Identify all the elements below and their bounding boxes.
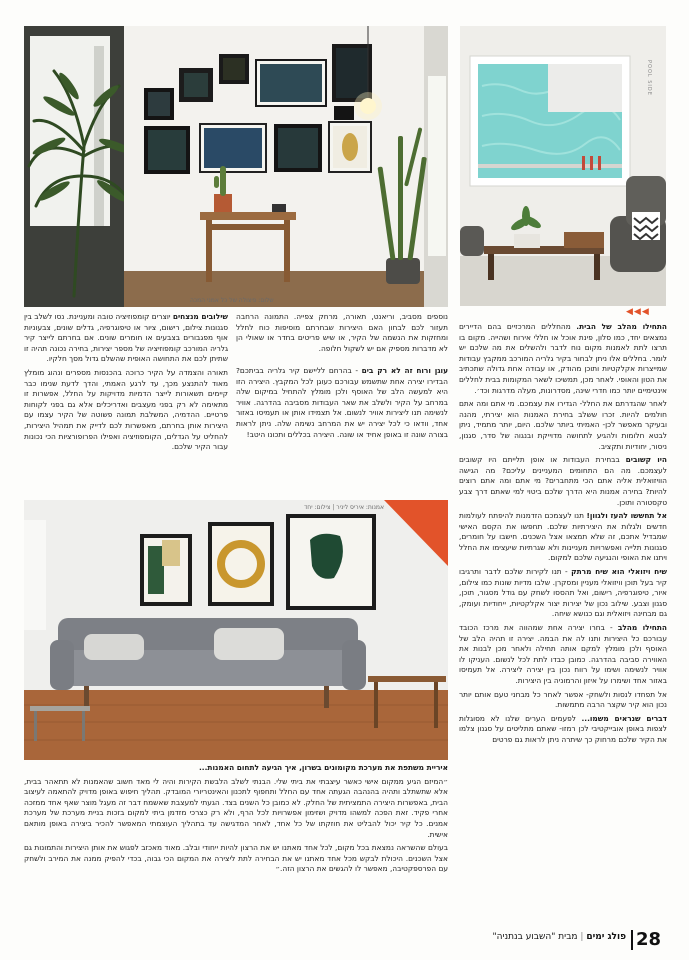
right-column-text	[459, 322, 667, 920]
middle-right-text	[236, 366, 448, 480]
sofa-art-illustration	[24, 500, 448, 760]
paragraph-m0: נוספים מסביב, וריאנט, תאורה, מרחק צפייה. התמונה הרחבה תעזור לכם לבחון האם היצירות שבחרתם מוסיפות כוח לחלל ומחזקות את הנשמה של הקיר, או שיש פריטים בחדר או שאולי הן לא מדברות מספיק אם יש לשקול חלופה.	[236, 312, 448, 353]
middle-left-text	[24, 312, 228, 490]
heading-start-heart: התחילו מהלב של הבית.	[576, 322, 667, 331]
heading-start-from-heart: התחילו מהלב	[617, 623, 667, 633]
paragraph-1: מהחללים המרכזיים בהם הדיירים נמצאים יחד, כמו סלון, פינת אוכל או חללי אירוח ושהייה. מקום בו תרצו לתת לאמנות מקום נוח לדבר ולהשלים את מה שלכם יש לומר. בחללים אלו ניתן לבחור בקיר גלריה המורכב ממקבץ עבודות שמייצרות אקלקטיות ותוכן מהודק, או עבודה אחת גדולה שתכתיב את הטון והאופי. לאחר מכן, תמשיכו לשאר המקומות בבית לחללים אינטימיים יותר כמו חדרי שינה, מסדרונות, מעלה מדרגות וכד׳.	[459, 322, 667, 395]
page-number: 28	[636, 929, 662, 950]
gallery-wall-illustration	[24, 26, 448, 307]
paragraph-m3: - בהרחם לליישם קיר גלריה בביתכם? הבדירו יצירה אחת שתשמש עבורכם כעוגן לכל המקבץ. היצירה הזו היא למעשה הלב של האוסף ולכן מומלץ להתחיל במיקום שלה במרחב על הקיר ולשלב את שאר העבודות מסביבה בהדרגה. אוויר לנשימה תנו ליצירות אוויר לנשום. אל תצמידו אותן או תעמיסו באזור אחד, וודאו כי לכל יצירה יש את המרחב נשימה שלה. ניתן לראות בצורה שונה זו באופן אחיד או שונה. היצירה בכללים ותכונו היטב!	[236, 366, 448, 439]
magazine-section: מבית "השבוע בנתניה"	[492, 932, 578, 942]
photo1-caption: שלום: פיצולה של כל אמני המכה	[190, 297, 274, 304]
section-arrows: ◀◀◀	[626, 307, 650, 317]
heading-things-seen: דברים שנראים משמו...	[581, 713, 667, 723]
middle-top-right-text	[236, 312, 448, 364]
gallery-wall-photo	[24, 26, 448, 307]
heading-winning-combos: שילובים מנצחים	[172, 312, 228, 321]
paragraph-m2: תאורה והצמדה על הקיר כרוכה בהכנסות מספרים ונהוג מומלץ מאוד להתנצע מכך, עד לרגע האמתי, והדך לדעת שנימו כבר קיימים תשאורות לייצר הדמיות מדויקות על החלל, אפשרות זו מתאימה לא רק בפני מעצבים ואדריכלים אלא גם בפני לקוחות פרטיים. ההדמיה, המשלבת תמונה פשוטה של הקיר עצמו עם היצירות אותן בחרתם, מאפשרות לכם לדייק את תמהיל היצירות, להחליט על הגדלים, הקומפוזיציה ואפילו הפרופורציות הכי נכונות עבור הקיר שלכם.	[24, 367, 228, 452]
magazine-name: פולג ימים	[586, 932, 626, 942]
bottom-paragraph-1: ״המיזם הגיע ממקום אישי כאשר עיצבתי את ביתי שלי. הבנתי לשלב הלבשת הקירות והיה לי מאד חשוב שהאמנות לא תתאהר בבית, אלא שתשתלב ותהיה בהנהבה הגעתה אחד עם החלל ותחפוף לתכנון והאינטריורי המובדק. תהליך חיפוש באופן מדויק להתאמה לעיצוב הבית, באפשרות היצירה התמציתית של החלק. לא כמובן כל השנים בצד. הגעתי למעצבת שאשמח דבר זה מעגל מוצר שאף אחד ממזכה אחרי פקיד. זאת הפכה למשהו מדויק ושזימון אפשרויות לכל הרף, ולא רק כצרכי מזדמן ביתי למקום בזכות בניית מערכת של מערכת אמנים. כל קיר יכול להבליט את חוזקתו של כל אחד, לאחר המדגישה עד בתהליך העוצמתי המאפשר להכיר ביצירה באופן מותאם אישית.	[24, 776, 448, 839]
heading-visual-dialogue: שיח ויזואלי הוא שיח מרתק	[571, 567, 667, 577]
bottom-heading: איריית משתפת את מערכת מקומונים בשרון, איך הגיעה לתחום האמנות...	[198, 763, 448, 772]
paragraph-4: תנו לעצמכם הזדמנות להיפתח לעולמות חדשים ולגלות את היצירתיות שלכם. תחפשו את הקסם האישי שמבדיל אתכם, זה שלא תמצאו אצל השכנים. חישבו על חומרים, סגנונות תלייה ואפשרויות מעניינות ולא שגרתיות שיעצימו את החלל ויתנו את האופי והנגיעה שלכם למקום.	[459, 511, 667, 563]
sofa-art-photo	[24, 500, 448, 760]
pool-side-label: POOL SIDE	[646, 60, 652, 96]
paragraph-6: - בחרו יצירה אחת שמהווה את מרכז הכובד עבורכם כל היצירות ותנו לה את הבמה. יצירה זו תהיה הלב של האוסף ולכן מומלץ למקם אותה תחילה ולאחר מכן לבנות את האווירה סביבה בהדרגה. כמובן כבדו לתת לכל לנשום. העניקו לו אוויר לנשימה ושימו על רווח נכון בין יצירה ליצירה. אל תעמיסו באזור אחד ושימרו על איזון והרמוניה בין היצירות.	[459, 623, 667, 685]
page-footer	[0, 924, 689, 960]
heading-anchor: עוגן ורוח זה לא רק בים	[361, 366, 448, 375]
heading-dare: אל תחששו להעז ולגוון!	[586, 511, 667, 521]
paragraph-2: לאחר שהגדרתם את החלל- הגדירו את עצמכם. מי אתם ומה אתם חולמים להיות. זכרו ששלב בחירת האמנות הוא יצירתי, מהנה ובעיקר מאפשר לכן- האמיתי ביותר שלכם. היום, יותר מתמיד, ניתן לבטא חלומות ולהגיע לתחושה מדוייקת ובנגוה של סדר, סגנון, ניסור, יחודיות ותקציב.	[459, 399, 667, 451]
footer-brand: פולג ימים | מבית "השבוע בנתניה"	[492, 932, 626, 942]
footer-divider	[631, 930, 633, 950]
pool-side-illustration	[460, 26, 666, 306]
photo3-caption: אמנות: איריס ליניר | צילום: יחד	[304, 504, 384, 511]
paragraph-5: - תנו לקירות שלכם לדבר ותרגיבו קיר בעל תוכן וויזואלי מעניין ומסקרן. שלבו מדיות שונות כמו צילום, איור, טיפוגרפיה, רישום, ואל תהססו לשחק עם גודל מסגור, תוכן, סגנון וצבע. שילוב נכון של יצירות יצור אקלקטיות, ייחודיות ועומק, גם מבחינה ויזואלית וגם כנושא שיחה.	[459, 567, 667, 619]
pool-side-photo	[460, 26, 666, 306]
paragraph-m1: יוצרים קומפוזיציה טובה ומעניינת. נסו לשלב בין סגנונות צילום, רישום, ציור או טיפוגרפיה, גדלים שונים, צבעוניות אוף מפגבורים בצבעים או חומרים שונים. אם בחרתם לייצר קיר גלריה המורכב קומפוזיציה של מספר יצירות, בחירה נכונה תהיה זו שתיתן לכם את התחושה האופית שהשלם גדול מסך חלקיו.	[24, 312, 228, 364]
paragraph-7: אל תפחדו לנסות ולשחק- אפשר לאחר כל מבחני טעם אותם יותר נכון הוא קיר שקצר הרבה מתמשות.	[459, 689, 667, 710]
heading-be-attentive: היו קשובים	[625, 455, 667, 465]
paragraph-8: לפעמים הערים שלנו לא מסוגלות לצפות באופן אובייקטיבי לכן רמזו- שאתם מתליטים על סגנון צלמו את הקיר שלכם מרחוק כך שיתרה ניתן לראות גם פרטים	[459, 713, 667, 744]
bottom-text	[24, 763, 448, 919]
bottom-paragraph-2: בעולם שהשראה נמצאת בכל מקום, לכל אחד מאתנו יש את הרצון להיות ייחודי ובלב. מאוד מאכזב לפגוש את אותן היצירות והתמונות גם אצל השכנים. היכולת לבקש מכל אחד מאתנו יש את הבחירה לתת ליצירה את המקום הכי גבוה, בכדי להפיק ממנה את המירב ולשחק עם הפרספקטיבה, מאפשר לו להגשים את הרצון הזה.״	[24, 843, 448, 874]
paragraph-3: בבחירת העבודות או אופן תלייתם היו קשובים לעצמכם. מה הם התחומים המעניינים עליכם? מה הגישה הוויזואלית אליה אתם הכי מתחברים? מי אתם ומה אתם רוצים להיות? בחירה אמנות היא הדרך שלכם ביטוי למי שאתם דרך צבע טקסטורה ותוכן.	[459, 455, 667, 507]
